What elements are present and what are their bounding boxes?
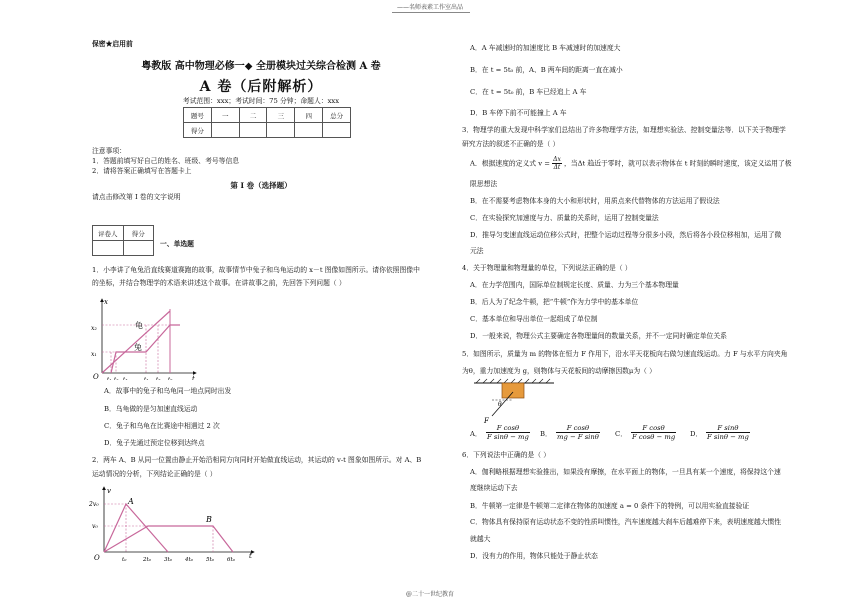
q5-choice-a — [486, 424, 530, 441]
grader-label: 评卷人 — [93, 226, 124, 241]
fraction-numerator: F cosθ — [486, 424, 530, 433]
x-tick-label: t₂ — [114, 377, 119, 380]
volume-hint: 请点击修改第 I 卷的文字说明 — [92, 193, 181, 201]
x-axis-label: t — [192, 375, 195, 380]
q1-option-b: B．乌龟做的是匀加速直线运动 — [104, 405, 198, 413]
q6-stem: 6．下列说法中正确的是（ ） — [462, 451, 551, 459]
origin-label: O — [94, 554, 100, 562]
y-tick-label: x₂ — [91, 325, 97, 332]
q1-option-d: D．兔子先通过预定位移到达终点 — [104, 439, 205, 447]
q3-option-a-cont: 限思想法 — [470, 180, 498, 188]
notes-item: 1．答题前填写好自己的姓名、班级、考号等信息 — [92, 157, 240, 165]
car-a-line — [104, 504, 168, 552]
q1-option-a: A．故事中的兔子和乌龟同一地点同时出发 — [104, 387, 232, 395]
grader-table — [92, 225, 154, 256]
confidential-label: 保密★启用前 — [92, 40, 133, 48]
score-input-cell[interactable] — [267, 123, 295, 138]
score-input-cell[interactable] — [239, 123, 267, 138]
fraction-denominator: F cosθ − mg — [632, 433, 676, 442]
score-table-score-row — [184, 123, 351, 138]
car-a-label: A — [128, 497, 134, 506]
score-header-cell: 一 — [211, 108, 239, 123]
score-header-cell: 四 — [295, 108, 323, 123]
q5-choice-c — [631, 424, 676, 441]
ceiling-hatch — [476, 379, 550, 383]
score-input-cell[interactable] — [295, 123, 323, 138]
exam-info: 考试范围：xxx；考试时间：75 分钟；命题人：xxx — [182, 97, 340, 105]
score-header-cell: 题号 — [184, 108, 212, 123]
q6-option-b: B．牛顿第一定律是牛顿第二定律在物体的加速度 a = 0 条件下的特例，可以用实验直接验证 — [470, 502, 750, 510]
q5-choice-b — [556, 424, 600, 441]
score-header-cell: 二 — [239, 108, 267, 123]
score-row-label: 得分 — [184, 123, 212, 138]
q5-choice-d-label: D． — [690, 430, 703, 438]
volume-title: 第 I 卷（选择题） — [230, 181, 292, 190]
q5-stem: 5．如图所示，质量为 m 的物体在恒力 F 作用下，沿水平天花板向右做匀速直线运动。力 F 与水平方向夹角 — [462, 350, 788, 358]
q3-option-b: B．在不需要考虑物体本身的大小和形状时，用质点来代替物体的方法运用了假设法 — [470, 197, 720, 205]
x-tick-label: 6t₀ — [227, 557, 235, 563]
q5-choice-d — [706, 424, 750, 441]
q6-option-c-cont: 就越大 — [470, 535, 491, 543]
x-axis-label: t — [249, 552, 252, 560]
q4-option-d: D．一般来说，物理公式主要确定各物理量间的数量关系，并不一定同时确定单位关系 — [470, 332, 727, 340]
fraction-numerator: Δx — [553, 156, 561, 163]
fraction-numerator: F sinθ — [706, 424, 750, 433]
block — [502, 383, 524, 398]
q4-option-c: C．基本单位和导出单位一起组成了单位制 — [470, 315, 598, 323]
q1-stem: 1．小李讲了龟兔沿直线赛道赛跑的故事，故事情节中兔子和乌龟运动的 x－t 图像如图所示。请你依照图像中 — [92, 266, 420, 274]
q3-stem: 研究方法的叙述不正确的是（ ） — [462, 140, 560, 148]
fraction-denominator: F sinθ − mg — [707, 433, 749, 442]
y-tick-label: x₁ — [91, 351, 97, 358]
fraction-denominator: Δt — [553, 164, 561, 172]
q3-stem: 3．物理学的重大发现中科学家们总结出了许多物理学方法，如理想实验法、控制变量法等．以下关于物理学 — [462, 126, 786, 134]
car-b-label: B — [206, 515, 212, 524]
tortoise-label: 龟 — [135, 321, 143, 330]
x-tick-label: 3t₀ — [164, 557, 172, 563]
q2-option-c: C．在 t = 5t₀ 前，B 车已经追上 A 车 — [470, 88, 587, 96]
fraction-denominator: F sinθ − mg — [487, 433, 529, 442]
x-tick-label: 4t₀ — [185, 557, 193, 563]
q2-stem: 2．两车 A、B 从同一位置由静止开始沿相同方向同时开始做直线运动，其运动的 v-t 图象如图所示。对 A、B — [92, 456, 422, 464]
x-tick-label: t₆ — [168, 377, 173, 380]
header-rule — [392, 12, 470, 13]
force-label: F — [484, 417, 489, 425]
car-b-line — [104, 526, 233, 552]
paper-subtitle: A 卷（后附解析） — [199, 79, 323, 95]
q2-option-b: B．在 t = 5t₀ 前，A、B 两车间的距离一直在减小 — [470, 66, 623, 74]
q4-option-a: A．在力学范围内，国际单位制规定长度、质量、力为三个基本物理量 — [470, 281, 679, 289]
x-tick-label: 5t₀ — [206, 557, 214, 563]
q5-stem: 为θ，重力加速度为 g，则物体与天花板间的动摩擦因数μ为（ ） — [462, 367, 656, 375]
q1-stem: 的坐标，并结合物理学的术语来讲述这个故事。在讲故事之前，先回答下列问题（ ） — [92, 279, 346, 287]
x-tick-label: t₄ — [144, 377, 149, 380]
x-tick-label: t₀ — [122, 557, 127, 563]
page-header: ——名师表素工作室出品 — [396, 4, 463, 11]
q2-option-a: A．A 车减速时的加速度比 B 车减速时的加速度大 — [470, 44, 621, 52]
q1-option-c: C．兔子和乌龟在比赛途中相遇过 2 次 — [104, 422, 220, 430]
grader-input-cell[interactable] — [123, 241, 154, 256]
score-table-header-row — [184, 108, 351, 123]
q3-option-d-cont: 元法 — [470, 247, 484, 255]
q5-choice-a-label: A． — [470, 430, 482, 438]
grader-label: 得分 — [123, 226, 154, 241]
score-header-cell: 总分 — [323, 108, 351, 123]
y-tick-label: v₀ — [92, 523, 98, 530]
q4-option-b: B．后人为了纪念牛顿，把“牛顿”作为力学中的基本单位 — [470, 298, 639, 306]
y-axis-label: x — [104, 298, 108, 306]
q4-stem: 4．关于物理量和物理量的单位，下列说法正确的是（ ） — [462, 264, 632, 272]
q5-choice-c-label: C． — [615, 430, 627, 438]
x-tick-label: t₅ — [156, 377, 161, 380]
y-tick-label: 2v₀ — [89, 501, 99, 508]
q3-option-a-prefix: A．根据速度的定义式 v = — [470, 159, 550, 168]
notes-title: 注意事项： — [92, 147, 126, 155]
angle-label: θ — [498, 401, 502, 408]
fraction-numerator: F cosθ — [556, 424, 600, 433]
x-tick-label: t₃ — [123, 377, 128, 380]
score-input-cell[interactable] — [323, 123, 351, 138]
fraction-numerator: F cosθ — [631, 424, 676, 433]
q5-choices — [470, 424, 770, 446]
velocity-fraction — [552, 156, 562, 171]
q6-option-d: D．没有力的作用，物体只能处于静止状态 — [470, 552, 598, 560]
origin-label: O — [93, 373, 99, 380]
q3-option-c: C．在实验探究加速度与力、质量的关系时，运用了控制变量法 — [470, 214, 659, 222]
q6-option-c: C．物体具有保持原有运动状态不变的性质叫惯性，汽车速度越大刹车后越难停下来，表明速度越大惯性 — [470, 518, 782, 526]
q2-option-d: D．B 车停下前不可能撞上 A 车 — [470, 109, 567, 117]
q3-option-a-suffix: ，当Δt 趋近于零时，就可以表示物体在 t 时刻的瞬时速度，该定义运用了极 — [564, 159, 792, 168]
y-axis-label: v — [107, 487, 111, 495]
rabbit-label: 兔 — [134, 343, 142, 352]
x-tick-label: 2t₀ — [143, 557, 151, 563]
q5-force-diagram — [470, 378, 560, 426]
page-footer: @二十一世纪教育 — [405, 591, 454, 598]
q3-option-d: D．推导匀变速直线运动位移公式时，把整个运动过程等分很多小段，然后将各小段位移相加，运用了微 — [470, 231, 782, 239]
q2-vt-graph — [88, 484, 258, 564]
notes-item: 2．请将答案正确填写在答题卡上 — [92, 167, 192, 175]
q5-choice-b-label: B． — [540, 430, 552, 438]
score-header-cell: 三 — [267, 108, 295, 123]
score-input-cell[interactable] — [211, 123, 239, 138]
q2-stem: 运动情况的分析，下列结论正确的是（ ） — [92, 470, 217, 478]
fraction-denominator: mg − F sinθ — [557, 433, 599, 442]
q6-option-a: A．伽利略根据理想实验推出，如果没有摩擦，在水平面上的物体，一旦具有某一个速度，将保持这个速 — [470, 468, 781, 476]
paper-title: 粤教版 高中物理必修一◆ 全册模块过关综合检测 A 卷 — [141, 61, 381, 72]
q1-xt-graph — [90, 295, 200, 380]
section-title: 一、单选题 — [160, 240, 194, 248]
score-table — [183, 107, 351, 138]
grader-input-cell[interactable] — [93, 241, 124, 256]
q6-option-a-cont: 度继续运动下去 — [470, 484, 518, 492]
x-tick-label: t₁ — [107, 377, 112, 380]
q3-option-a — [470, 156, 792, 171]
